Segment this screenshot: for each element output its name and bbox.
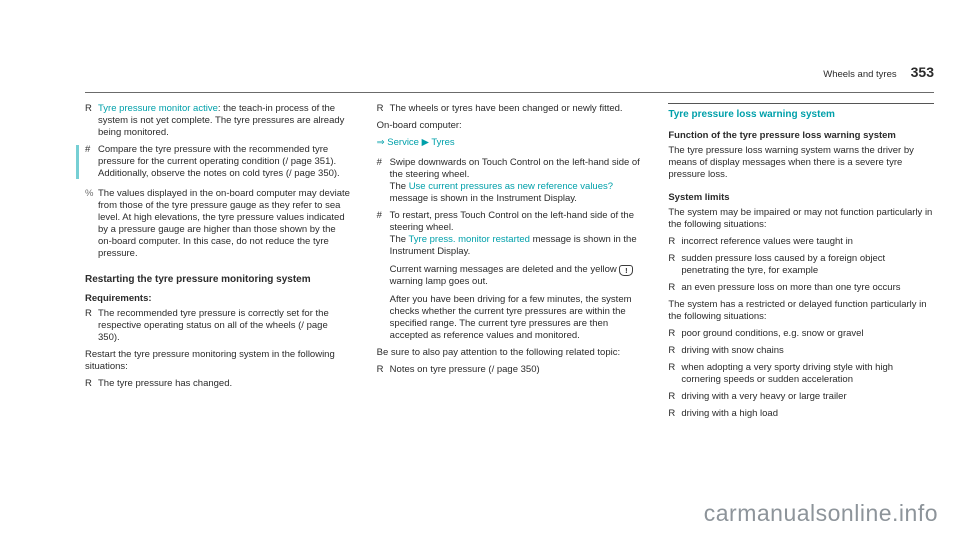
requirements-label: Requirements: (85, 293, 152, 304)
watermark: carmanualsonline.info (703, 500, 938, 526)
header-rule (85, 92, 934, 93)
column-2 (377, 103, 643, 425)
step-marker-icon: # (85, 144, 91, 155)
list-item-notes-tyre-pressure (377, 364, 643, 376)
list-item-text (98, 103, 351, 139)
list-item-text: The recommended tyre pressure is correctly set for the respective operating status on all of the wheels (/ page 350). (98, 308, 329, 343)
heading-restarting-system: Restarting the tyre pressure monitoring system (85, 274, 311, 285)
subheading-function: Function of the tyre pressure loss warning system (668, 130, 896, 141)
paragraph-impaired-intro: The system may be impaired or may not function particularly in the following situations: (668, 207, 933, 230)
tyre-pressure-warning-lamp-icon (619, 265, 633, 276)
list-item-requirement (85, 308, 351, 344)
header-page-number: 353 (910, 64, 934, 80)
paragraph-restricted-intro: The system has a restricted or delayed function particularly in the following situations: (668, 299, 927, 322)
list-item-restricted (668, 362, 934, 386)
list-item-text: The wheels or tyres have been changed or newly fitted. (389, 103, 623, 114)
bullet-icon: R (668, 282, 676, 293)
followup-text-pre: Current warning messages are deleted and the yellow (389, 264, 620, 275)
header-section-title: Wheels and tyres (823, 69, 897, 80)
column-3 (668, 103, 934, 425)
list-item-text: poor ground conditions, e.g. snow or gravel (681, 328, 864, 339)
bullet-icon: R (668, 408, 676, 419)
step-line-pre: The (389, 181, 409, 192)
list-item-text: incorrect reference values were taught in (681, 236, 853, 247)
step-line-post: message is shown in the Instrument Display. (389, 193, 577, 204)
list-item-limit (668, 282, 934, 294)
warning-lamp-glyph: ! (625, 266, 628, 275)
section-heading-pressure-loss-warning: Tyre pressure loss warning system (668, 103, 934, 121)
list-item-text: an even pressure loss on more than one tyre occurs (681, 282, 901, 293)
step-text (390, 210, 643, 342)
content-columns (85, 103, 934, 425)
bullet-icon: R (85, 308, 92, 319)
bullet-icon: R (85, 378, 92, 389)
list-item-restricted (668, 328, 934, 340)
note-text: The values displayed in the on-board computer may deviate from those of the tyre pressure gauge as they refer to sea level. At high elevations, the tyre pressure values indicated by a pressure gauge are higher than those shown by the on-board computer. In this case, do not reduce the tyre pressure. (98, 188, 350, 259)
list-item-text: driving with a very heavy or large trailer (681, 391, 847, 402)
step-line: Swipe downwards on Touch Control on the left-hand side of the steering wheel. (389, 157, 640, 180)
step-line-pre: The (389, 234, 409, 245)
list-item-restricted (668, 408, 934, 420)
subheading-system-limits: System limits (668, 192, 730, 203)
column-1 (85, 103, 351, 425)
info-note (85, 188, 351, 260)
paragraph-function: The tyre pressure loss warning system warns the driver by means of display messages when there is a severe tyre pressure loss. (668, 145, 914, 180)
instruction-step-compare-pressure (85, 144, 351, 180)
list-item-restricted (668, 391, 934, 403)
list-item-pressure-changed (85, 378, 351, 390)
paragraph-restart-intro: Restart the tyre pressure monitoring system in the following situations: (85, 349, 335, 372)
step-followup-warning-lamp (390, 264, 643, 288)
instruction-step-swipe (377, 157, 643, 205)
display-message-text: Use current pressures as new reference values? (408, 181, 614, 192)
list-item-text: Notes on tyre pressure (/ page 350) (389, 364, 540, 375)
list-item-text: driving with snow chains (681, 345, 784, 356)
bullet-icon: R (376, 103, 384, 114)
list-item-restricted (668, 345, 934, 357)
step-line-post: message is shown in the Instrument Display. (389, 234, 637, 257)
list-item-text: The tyre pressure has changed. (98, 378, 233, 389)
bullet-icon: R (668, 253, 676, 264)
display-message-text: Tyre pressure monitor active (98, 103, 218, 114)
list-item-limit (668, 253, 934, 277)
bullet-icon: R (85, 103, 92, 114)
list-item-wheels-changed (377, 103, 643, 115)
list-item-text: when adopting a very sporty driving style with high cornering speeds or sudden acceleration (681, 362, 894, 385)
instruction-step-restart (377, 210, 643, 342)
list-item-text-rest: : the teach-in process of the system is not yet complete. The tyre pressures are already being monitored. (98, 103, 345, 138)
menu-item-service: Service (387, 137, 419, 148)
submenu-arrow-icon: ▶ (421, 137, 429, 148)
bullet-icon: R (668, 362, 676, 373)
followup-text-post: warning lamp goes out. (389, 276, 488, 287)
bullet-icon: R (668, 391, 676, 402)
info-icon: % (85, 188, 94, 199)
paragraph-related-topic: Be sure to also pay attention to the following related topic: (376, 347, 621, 358)
step-text (390, 157, 643, 205)
step-marker-icon: # (376, 210, 382, 221)
step-followup-driving-check: After you have been driving for a few minutes, the system checks whether the current tyre pressures are within the specified range. The current tyre pressures are then accepted as reference values and monitored. (389, 294, 632, 341)
display-message-text: Tyre press. monitor restarted (408, 234, 530, 245)
list-item-text: driving with a high load (681, 408, 778, 419)
bullet-icon: R (668, 328, 676, 339)
list-item-monitor-active (85, 103, 351, 139)
menu-item-tyres: Tyres (431, 137, 455, 148)
list-item-text: sudden pressure loss caused by a foreign object penetrating the tyre, for example (681, 253, 886, 276)
step-text: Compare the tyre pressure with the recommended tyre pressure for the current operating condition (/ page 351). Additionally, observe the notes on cold tyres (/ page 350). (98, 144, 340, 179)
page-header (85, 66, 934, 81)
menu-path (377, 137, 643, 149)
step-marker-icon: # (376, 157, 382, 168)
step-line: To restart, press Touch Control on the left-hand side of the steering wheel. (389, 210, 634, 233)
bullet-icon: R (668, 345, 676, 356)
paragraph-onboard-computer: On-board computer: (376, 120, 462, 131)
onboard-menu-icon: ⇒ (376, 137, 385, 148)
bullet-icon: R (668, 236, 676, 247)
bullet-icon: R (376, 364, 384, 375)
list-item-limit (668, 236, 934, 248)
